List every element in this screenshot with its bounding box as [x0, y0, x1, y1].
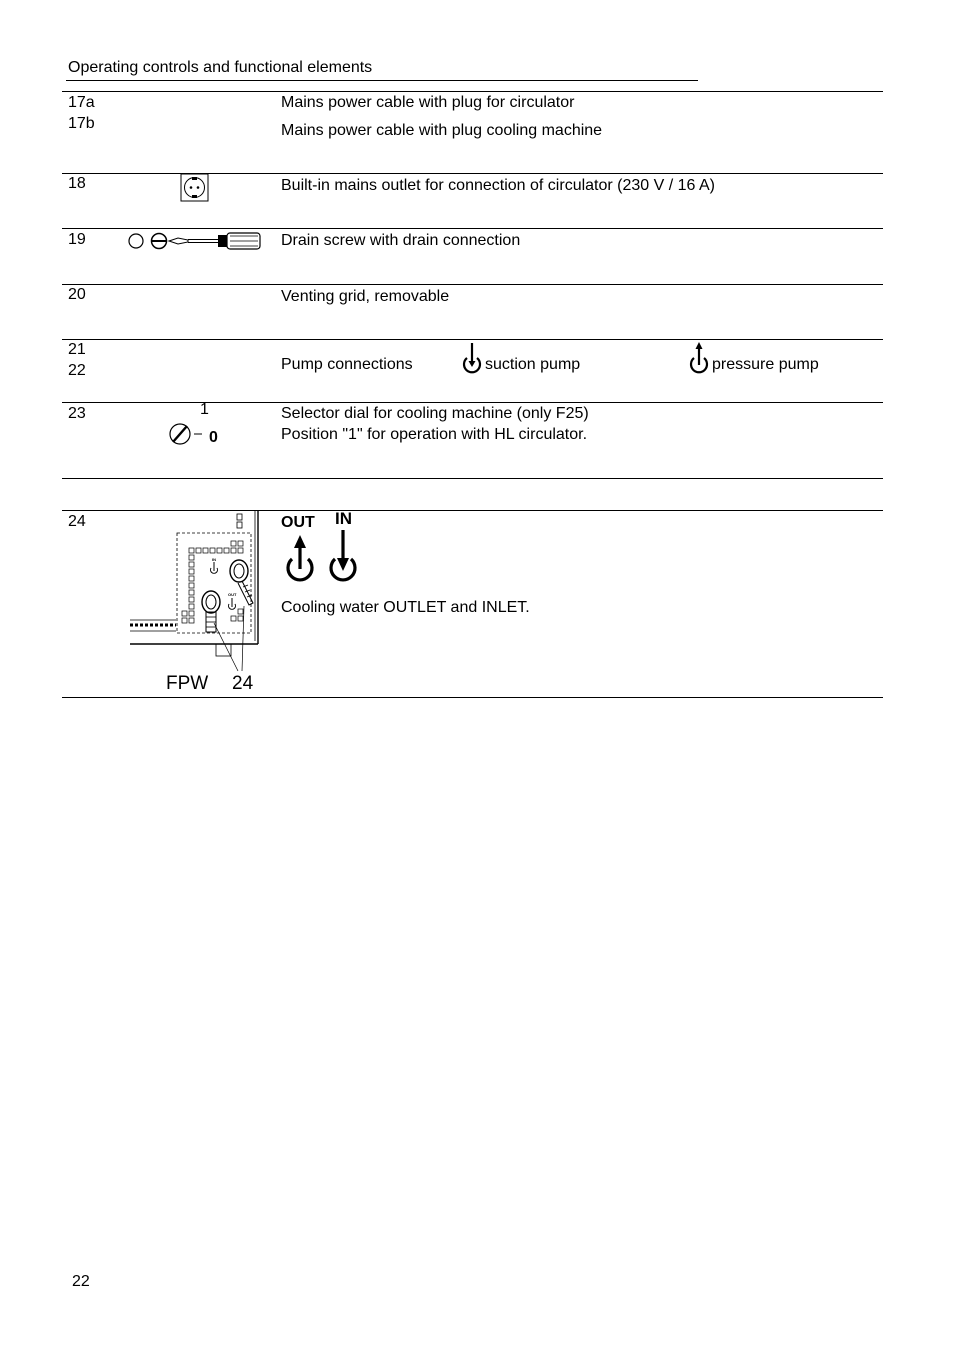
row-number: 22 — [68, 362, 86, 379]
power-outlet-icon — [180, 173, 210, 203]
figure-number: 24 — [232, 673, 254, 694]
page-number: 22 — [72, 1273, 90, 1290]
row-description: Cooling water OUTLET and INLET. — [281, 599, 530, 616]
row-description: Built-in mains outlet for connection of circulator (230 V / 16 A) — [281, 177, 715, 194]
row-description: Mains power cable with plug for circulator — [281, 94, 575, 111]
row-number: 17a — [68, 94, 95, 111]
dial-label-0: 0 — [209, 429, 218, 446]
row-number: 21 — [68, 341, 86, 358]
row-description: Position "1" for operation with HL circulator. — [281, 426, 588, 443]
cooling-water-inlet-icon — [326, 530, 360, 585]
drain-screw-icon — [126, 230, 262, 252]
row-description: Venting grid, removable — [281, 288, 450, 305]
figure-in-text: IN — [212, 557, 216, 562]
table-rule — [62, 339, 883, 340]
table-rule — [62, 402, 883, 403]
row-number: 24 — [68, 513, 86, 530]
row-description: Pump connections — [281, 356, 413, 373]
table-rule — [62, 284, 883, 285]
table-rule — [62, 478, 883, 479]
fpw-connection-diagram — [130, 511, 262, 661]
suction-pump-icon — [461, 341, 483, 375]
figure-caption: FPW — [166, 673, 209, 694]
row-description: Drain screw with drain connection — [281, 232, 521, 249]
row-number: 18 — [68, 175, 86, 192]
table-rule — [62, 697, 883, 698]
row-description: Selector dial for cooling machine (only F25) — [281, 405, 589, 422]
in-label: IN — [335, 509, 352, 528]
table-rule — [62, 91, 883, 92]
cooling-water-outlet-icon — [283, 533, 317, 585]
out-label: OUT — [281, 514, 315, 531]
figure-out-text: OUT — [228, 592, 237, 597]
pressure-pump-icon — [688, 341, 710, 375]
row-number: 19 — [68, 231, 86, 248]
header-rule — [66, 80, 698, 81]
page-header: Operating controls and functional elements — [68, 59, 373, 76]
dial-label-1: 1 — [200, 401, 209, 418]
row-number: 23 — [68, 405, 86, 422]
table-rule — [62, 228, 883, 229]
selector-dial-icon — [168, 422, 208, 448]
row-number: 20 — [68, 286, 86, 303]
suction-pump-label: suction pump — [485, 356, 581, 373]
pressure-pump-label: pressure pump — [712, 356, 819, 373]
row-number: 17b — [68, 115, 95, 132]
row-description: Mains power cable with plug cooling machine — [281, 122, 603, 139]
